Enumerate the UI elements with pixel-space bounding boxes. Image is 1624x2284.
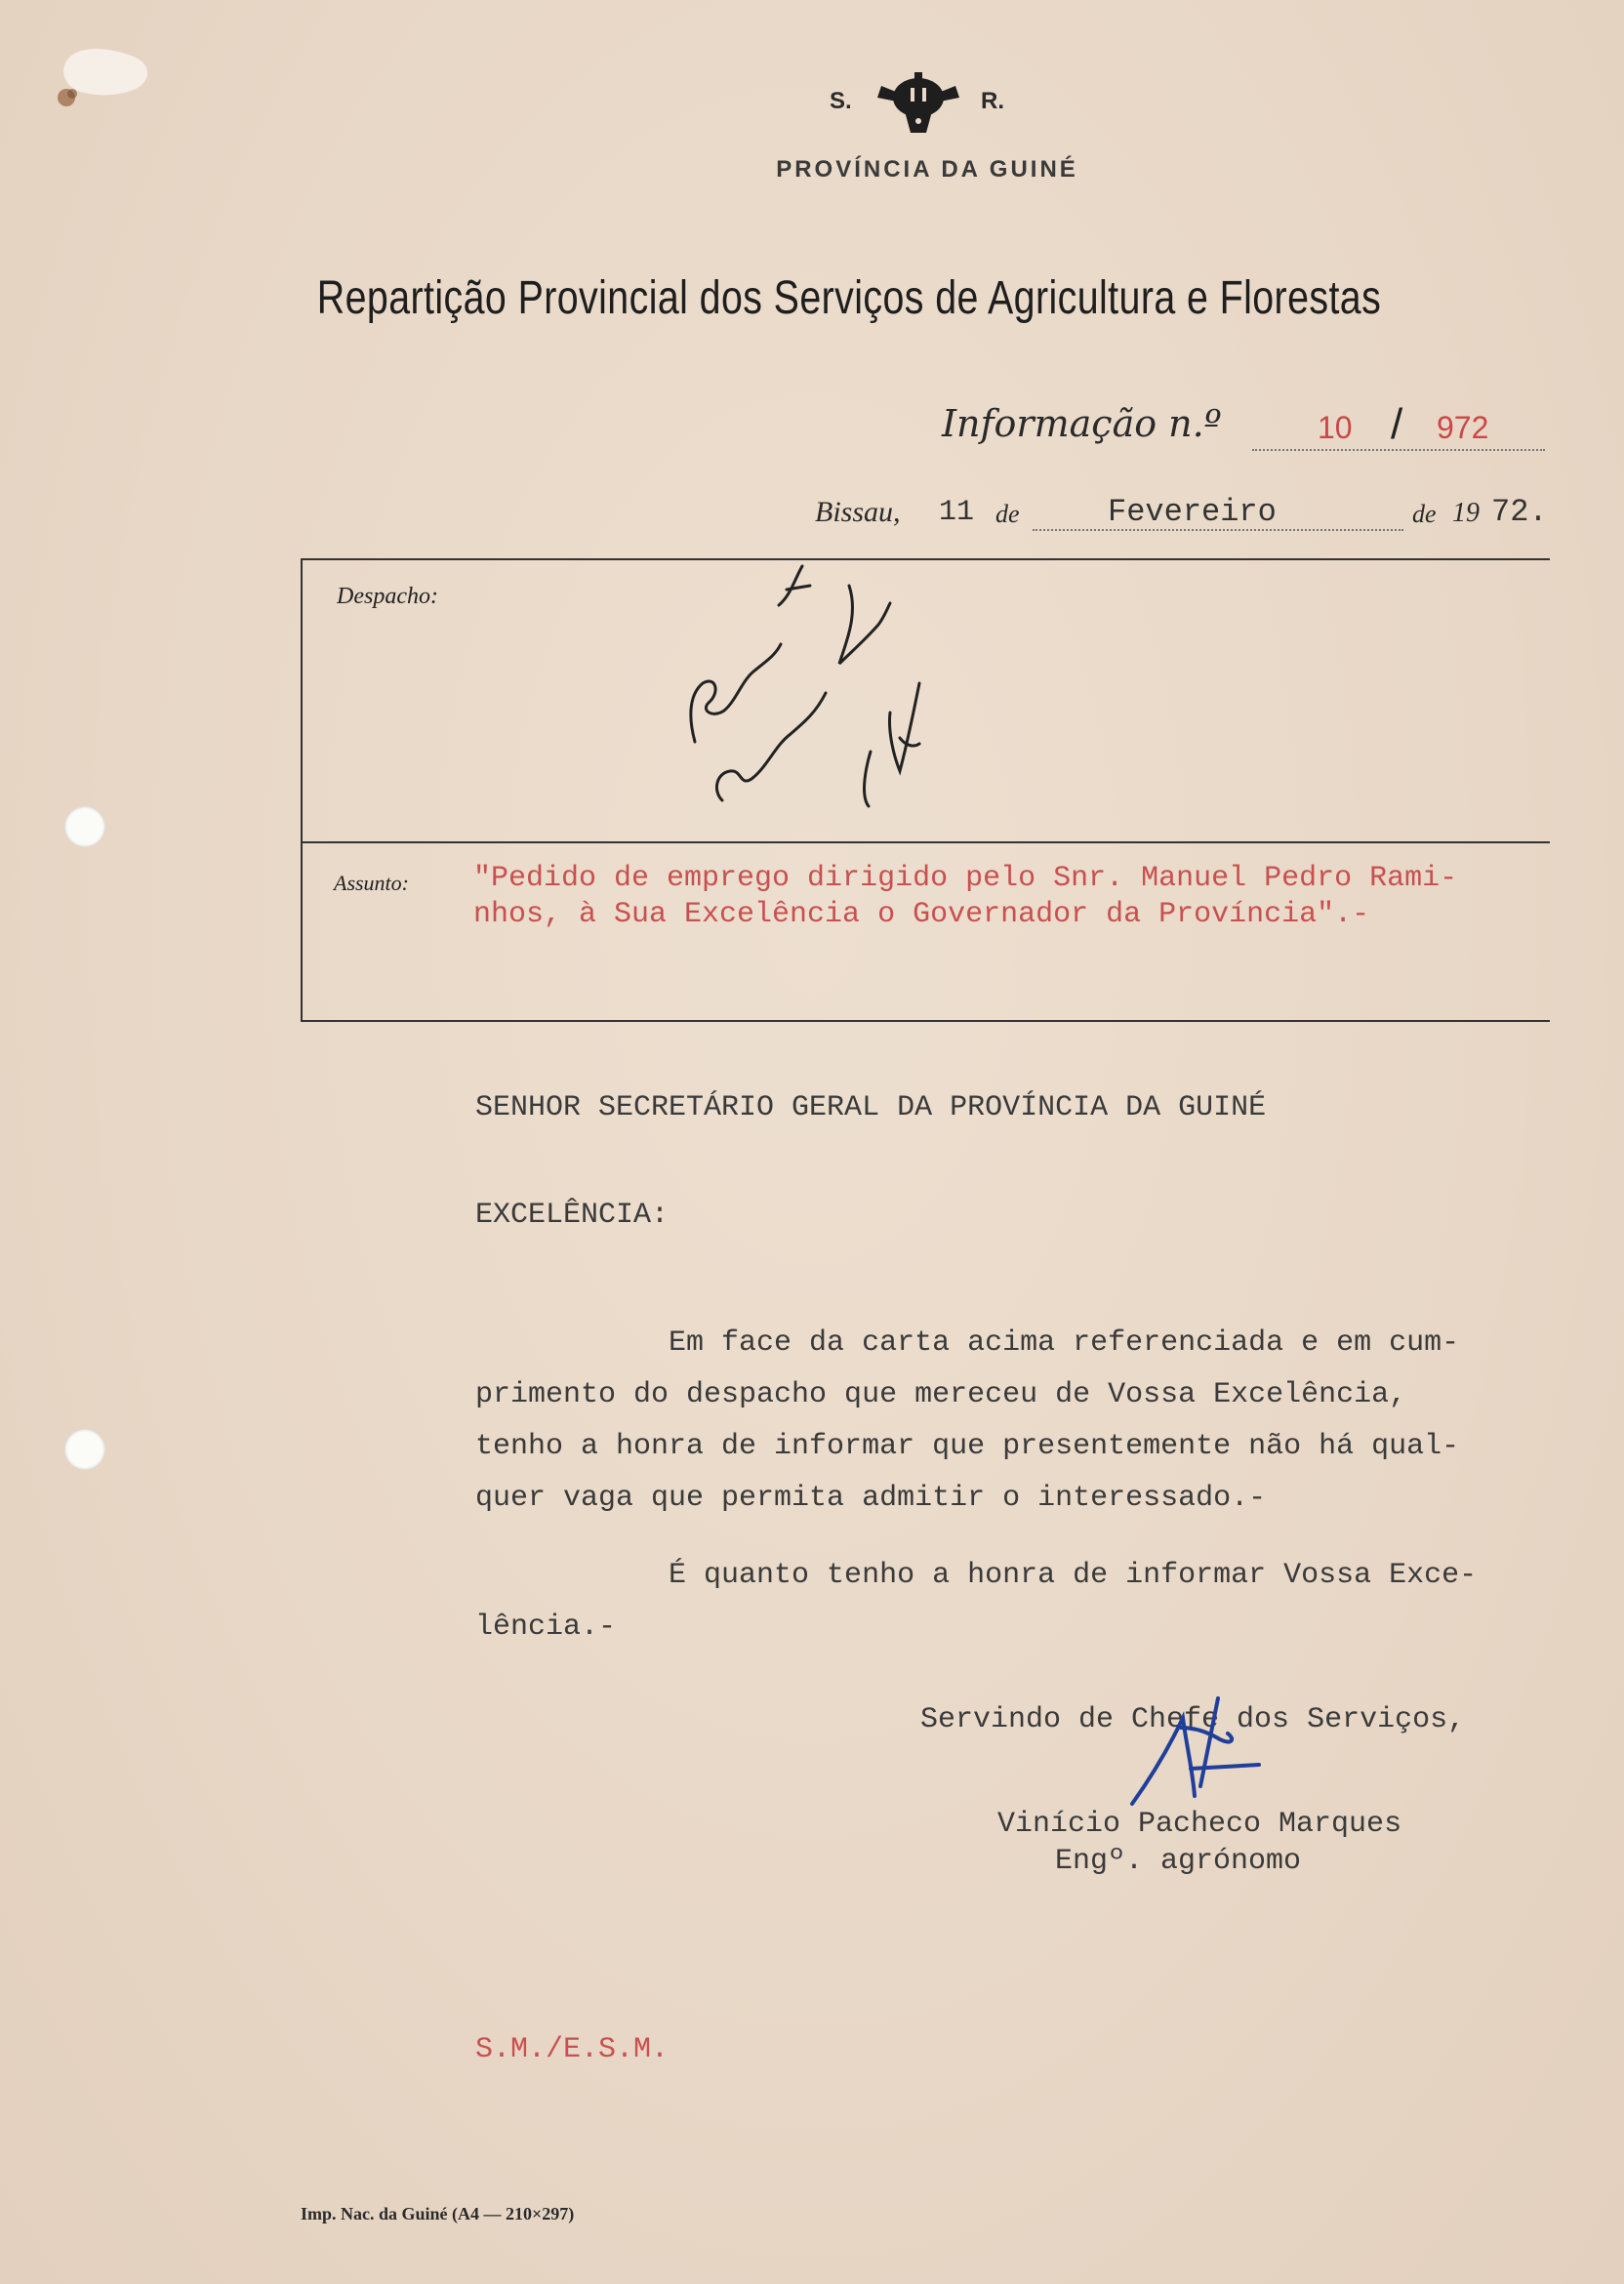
signature-blue xyxy=(1122,1689,1279,1815)
despacho-label: Despacho: xyxy=(337,584,438,609)
handwritten-despacho-signature xyxy=(673,547,966,839)
box-left-rule xyxy=(301,558,303,1022)
box-middle-rule xyxy=(301,841,1550,843)
binder-hole-bottom xyxy=(64,1429,105,1470)
box-bottom-rule xyxy=(301,1020,1550,1022)
signer-title: Engº. agrónomo xyxy=(1055,1845,1302,1878)
signer-name: Vinício Pacheco Marques xyxy=(997,1808,1402,1841)
reference-label: Informação n.º xyxy=(942,402,1222,445)
reference-initials: S.M./E.S.M. xyxy=(475,2033,670,2066)
header-right-initial: R. xyxy=(981,88,1004,114)
province-name: PROVÍNCIA DA GUINÉ xyxy=(776,156,1078,183)
date-month: Fevereiro xyxy=(1108,494,1277,530)
letter-closing: Servindo de Chefe dos Serviços, xyxy=(920,1703,1466,1736)
date-connector-2: de xyxy=(1412,500,1437,528)
printer-imprint: Imp. Nac. da Guiné (A4 — 210×297) xyxy=(301,2204,575,2223)
letter-salutation: EXCELÊNCIA: xyxy=(475,1199,670,1232)
date-day: 11 xyxy=(939,496,975,529)
binder-hole-top xyxy=(64,806,105,847)
assunto-line-1: "Pedido de emprego dirigido pelo Snr. Manuel Pedro Rami- xyxy=(473,862,1458,895)
reference-number: 10 xyxy=(1318,410,1353,445)
assunto-text xyxy=(473,861,1596,933)
paper-stain xyxy=(51,37,158,115)
date-city: Bissau, xyxy=(815,496,901,528)
date-century: 19 xyxy=(1452,498,1480,528)
reference-dotted-line xyxy=(1252,449,1545,451)
letter-paragraph-1: Em face da carta acima referenciada e em cum- primento do despacho que mereceu de Vossa Excelência, tenho a honra de informar que presentemente não há qual- quer vaga que permita admitir o interessado.- xyxy=(475,1326,1460,1515)
assunto-line-2: nhos, à Sua Excelência o Governador da Província".- xyxy=(473,898,1370,931)
letter-addressee: SENHOR SECRETÁRIO GERAL DA PROVÍNCIA DA GUINÉ xyxy=(475,1091,1267,1124)
coat-of-arms-icon xyxy=(872,68,965,139)
date-connector-1: de xyxy=(995,500,1020,528)
reference-separator: / xyxy=(1391,400,1403,448)
header-left-initial: S. xyxy=(830,88,852,114)
reference-year: 972 xyxy=(1437,410,1489,445)
department-title: Repartição Provincial dos Serviços de Agricultura e Florestas xyxy=(316,272,1382,324)
assunto-label: Assunto: xyxy=(334,871,409,895)
letter-paragraph-2: É quanto tenho a honra de informar Vossa Exce- lência.- xyxy=(475,1559,1478,1644)
date-year: 72. xyxy=(1491,494,1548,530)
